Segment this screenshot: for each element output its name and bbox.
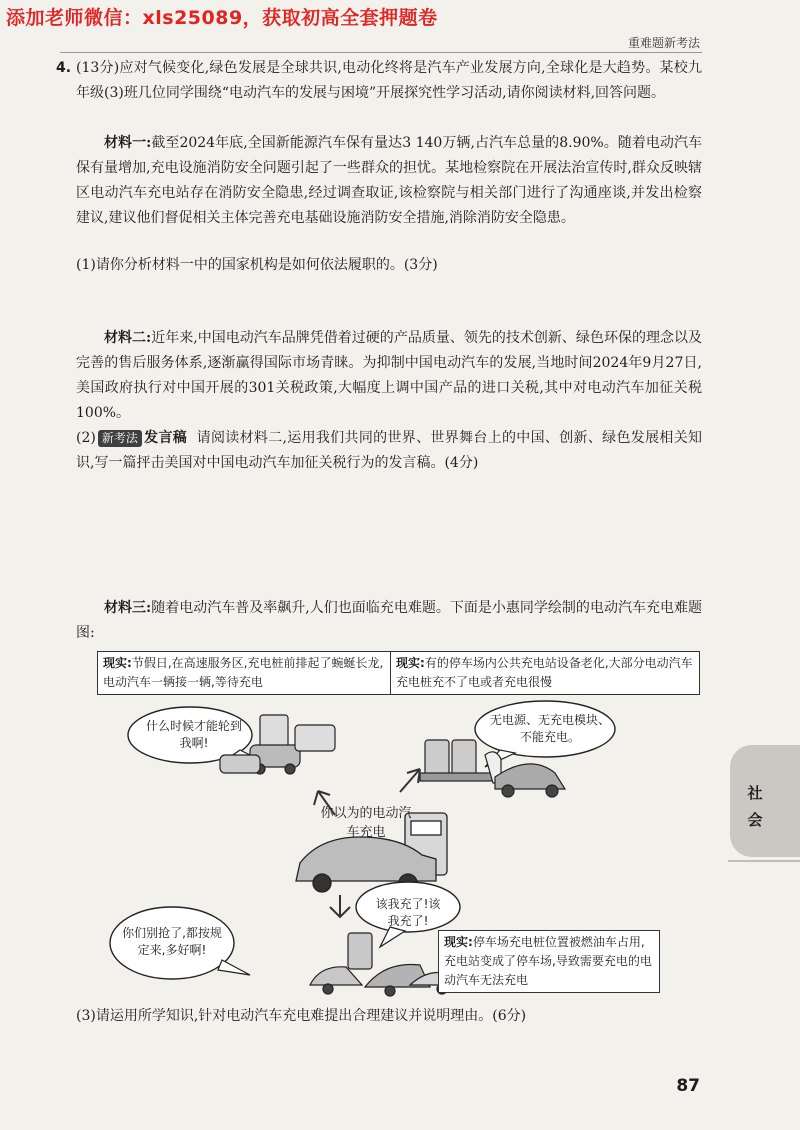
reality-box-2: 现实:有的停车场内公共充电站设备老化,大部分电动汽车充电桩充不了电或者充电很慢 (390, 651, 700, 695)
header-rule (60, 52, 702, 53)
watermark: 添加老师微信：xls25089，获取初高全套押题卷 (6, 7, 438, 29)
page-header: 重难题新考法 (627, 36, 700, 50)
reality-box-3: 现实:停车场充电桩位置被燃油车占用,充电站变成了停车场,导致需要充电的电动汽车无法充电 (438, 930, 660, 993)
reality-box-1: 现实:节假日,在高速服务区,充电桩前排起了蜿蜒长龙,电动汽车一辆接一辆,等待充电 (97, 651, 397, 695)
material-two: 材料二:近年来,中国电动汽车品牌凭借着过硬的产品质量、领先的技术创新、绿色环保的理念以及完善的售后服务体系,逐渐赢得国际市场青睐。为抑制中国电动汽车的发展,当地时间2024年9月27日,美国政府执行对中国开展的301关税政策,大幅度上调中国产品的进口关税,其中对电动汽车加征关税100%。 (76, 330, 702, 421)
question-intro: 4. (13分)应对气候变化,绿色发展是全球共识,电动化终将是汽车产业发展方向,全球化是大趋势。某校九年级(3)班几位同学围绕“电动汽车的发展与困境”开展探究性学习活动,请你阅读材料,回答问题。 (76, 56, 702, 106)
speech-bubble-4-text: 你们别抢了,都按规定来,多好啊! (122, 926, 222, 957)
speech-bubble-1-text: 什么时候才能轮到我啊! (145, 719, 242, 750)
side-tab (730, 745, 800, 857)
page-number: 87 (676, 1076, 700, 1096)
speech-bubble-2-text: 无电源、无充电模块、不能充电。 (490, 713, 611, 744)
arrow-down (330, 895, 350, 917)
question-number: 4. (56, 60, 72, 76)
arrow-up-right (400, 769, 420, 792)
center-label: 你以为的电动汽车充电 (320, 806, 412, 840)
speech-bubble-3-text: 该我充了!该我充了! (375, 897, 441, 928)
question-2: (2) 新考法 发言稿 请阅读材料二,运用我们共同的世界、世界舞台上的中国、创新、绿色发展相关知识,写一篇抨击美国对中国电动汽车加征关税行为的发言稿。(4分) (76, 430, 702, 471)
material-one: 材料一:截至2024年底,全国新能源汽车保有量达3 140万辆,占汽车总量的8.90%。随着电动汽车保有量增加,充电设施消防安全问题引起了一些群众的担忧。某地检察院在开展法治宣传时,群众反映辖区电动汽车充电站存在消防安全隐患,经过调查取证,该检察院与相关部门进行了沟通座谈,并发出检察建议,建议他们督促相关主体完善充电基础设施消防安全措施,消除消防安全隐患。 (76, 135, 702, 226)
question-1: (1)请你分析材料一中的国家机构是如何依法履职的。(3分) (76, 257, 438, 273)
speech-bubble-3-tail (380, 927, 405, 947)
new-method-badge: 新考法 (98, 430, 142, 447)
material-three: 材料三:随着电动汽车普及率飙升,人们也面临充电难题。下面是小惠同学绘制的电动汽车充电难题图: (76, 600, 702, 641)
side-tab-line (728, 860, 800, 862)
question-3: (3)请运用所学知识,针对电动汽车充电难提出合理建议并说明理由。(6分) (76, 1008, 527, 1024)
speech-bubble-4-tail (218, 960, 250, 975)
side-tab-label: 社会 (747, 784, 763, 829)
